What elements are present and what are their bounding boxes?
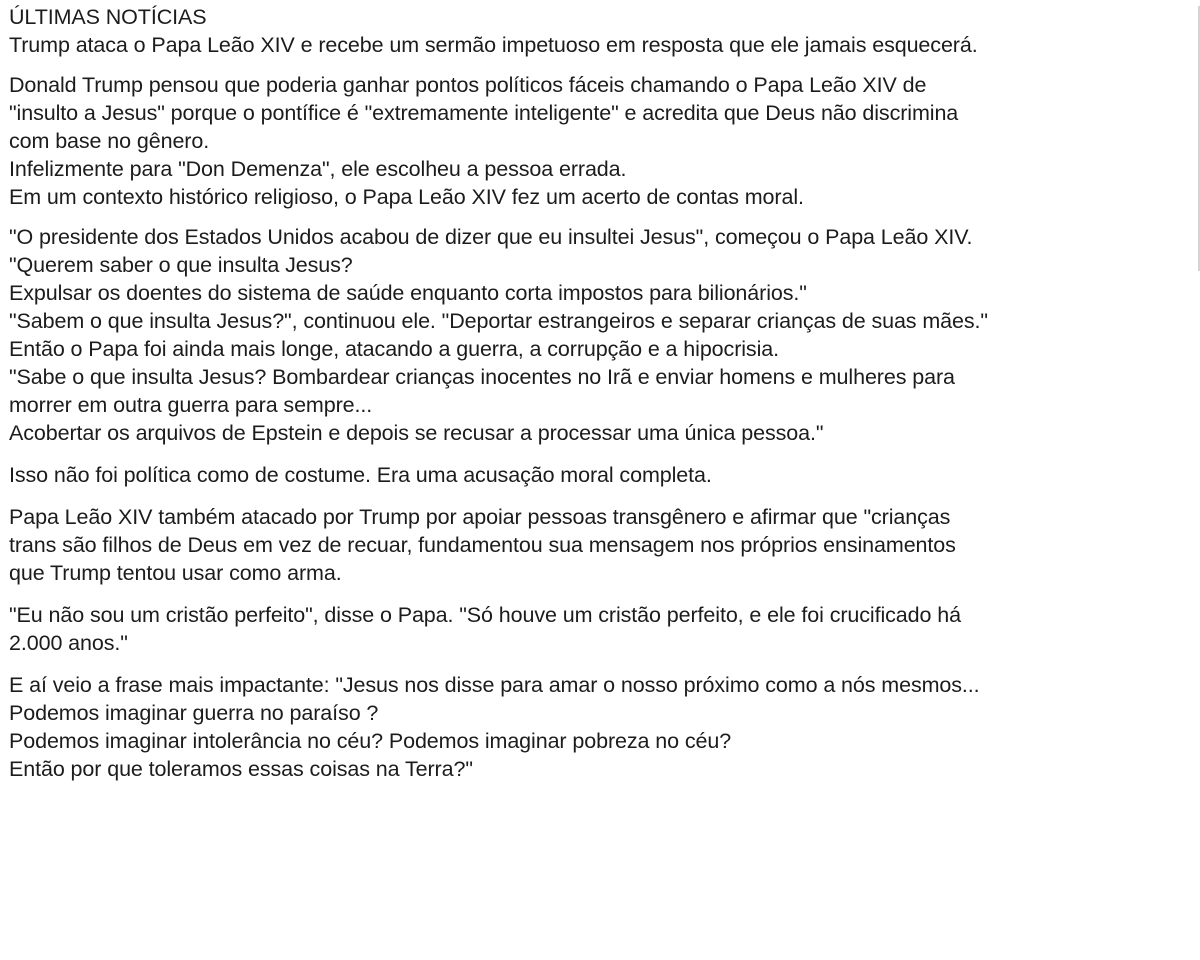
text-line: Papa Leão XIV também atacado por Trump por apoiar pessoas transgênero e afirmar que "crianças bbox=[9, 505, 951, 529]
text-line: E aí veio a frase mais impactante: "Jesus nos disse para amar o nosso próximo como a nós mesmos... bbox=[9, 673, 980, 697]
text-line: que Trump tentou usar como arma. bbox=[9, 561, 342, 585]
text-line: Expulsar os doentes do sistema de saúde enquanto corta impostos para bilionários." bbox=[9, 281, 807, 305]
text-line: 2.000 anos." bbox=[9, 631, 128, 655]
paragraph-quotes bbox=[9, 223, 1200, 447]
paragraph-accusation bbox=[9, 461, 1200, 489]
text-line: "Sabe o que insulta Jesus? Bombardear crianças inocentes no Irã e enviar homens e mulheres para bbox=[9, 365, 955, 389]
text-line: Isso não foi política como de costume. Era uma acusação moral completa. bbox=[9, 463, 712, 487]
text-line: "insulto a Jesus" porque o pontífice é "extremamente inteligente" e acredita que Deus não discrimina bbox=[9, 101, 959, 125]
text-line: Em um contexto histórico religioso, o Papa Leão XIV fez um acerto de contas moral. bbox=[9, 185, 804, 209]
scrollbar[interactable] bbox=[1194, 0, 1200, 275]
paragraph-transgender bbox=[9, 503, 1200, 587]
text-line: "O presidente dos Estados Unidos acabou de dizer que eu insultei Jesus", começou o Papa Leão XIV. bbox=[9, 225, 973, 249]
paragraph-intro bbox=[9, 71, 1200, 211]
text-line: Donald Trump pensou que poderia ganhar pontos políticos fáceis chamando o Papa Leão XIV de bbox=[9, 73, 927, 97]
text-line: Então o Papa foi ainda mais longe, atacando a guerra, a corrupção e a hipocrisia. bbox=[9, 337, 779, 361]
text-line: "Sabem o que insulta Jesus?", continuou ele. "Deportar estrangeiros e separar crianças de suas mães." bbox=[9, 309, 988, 333]
headline: Trump ataca o Papa Leão XIV e recebe um sermão impetuoso em resposta que ele jamais esquecerá. bbox=[9, 33, 978, 57]
paragraph-closing bbox=[9, 671, 1200, 783]
text-line: Então por que toleramos essas coisas na Terra?" bbox=[9, 757, 473, 781]
text-line: morrer em outra guerra para sempre... bbox=[9, 393, 373, 417]
text-line: Podemos imaginar intolerância no céu? Podemos imaginar pobreza no céu? bbox=[9, 729, 732, 753]
news-header: ÚLTIMAS NOTÍCIAS bbox=[9, 5, 207, 29]
text-line: trans são filhos de Deus em vez de recuar, fundamentou sua mensagem nos próprios ensinamentos bbox=[9, 533, 956, 557]
text-line: Acobertar os arquivos de Epstein e depois se recusar a processar uma única pessoa." bbox=[9, 421, 824, 445]
text-line: "Eu não sou um cristão perfeito", disse o Papa. "Só houve um cristão perfeito, e ele foi crucificado há bbox=[9, 603, 961, 627]
text-line: Podemos imaginar guerra no paraíso ? bbox=[9, 701, 379, 725]
paragraph-perfect-christian bbox=[9, 601, 1200, 657]
text-line: "Querem saber o que insulta Jesus? bbox=[9, 253, 353, 277]
text-line: Infelizmente para "Don Demenza", ele escolheu a pessoa errada. bbox=[9, 157, 627, 181]
text-line: com base no gênero. bbox=[9, 129, 210, 153]
